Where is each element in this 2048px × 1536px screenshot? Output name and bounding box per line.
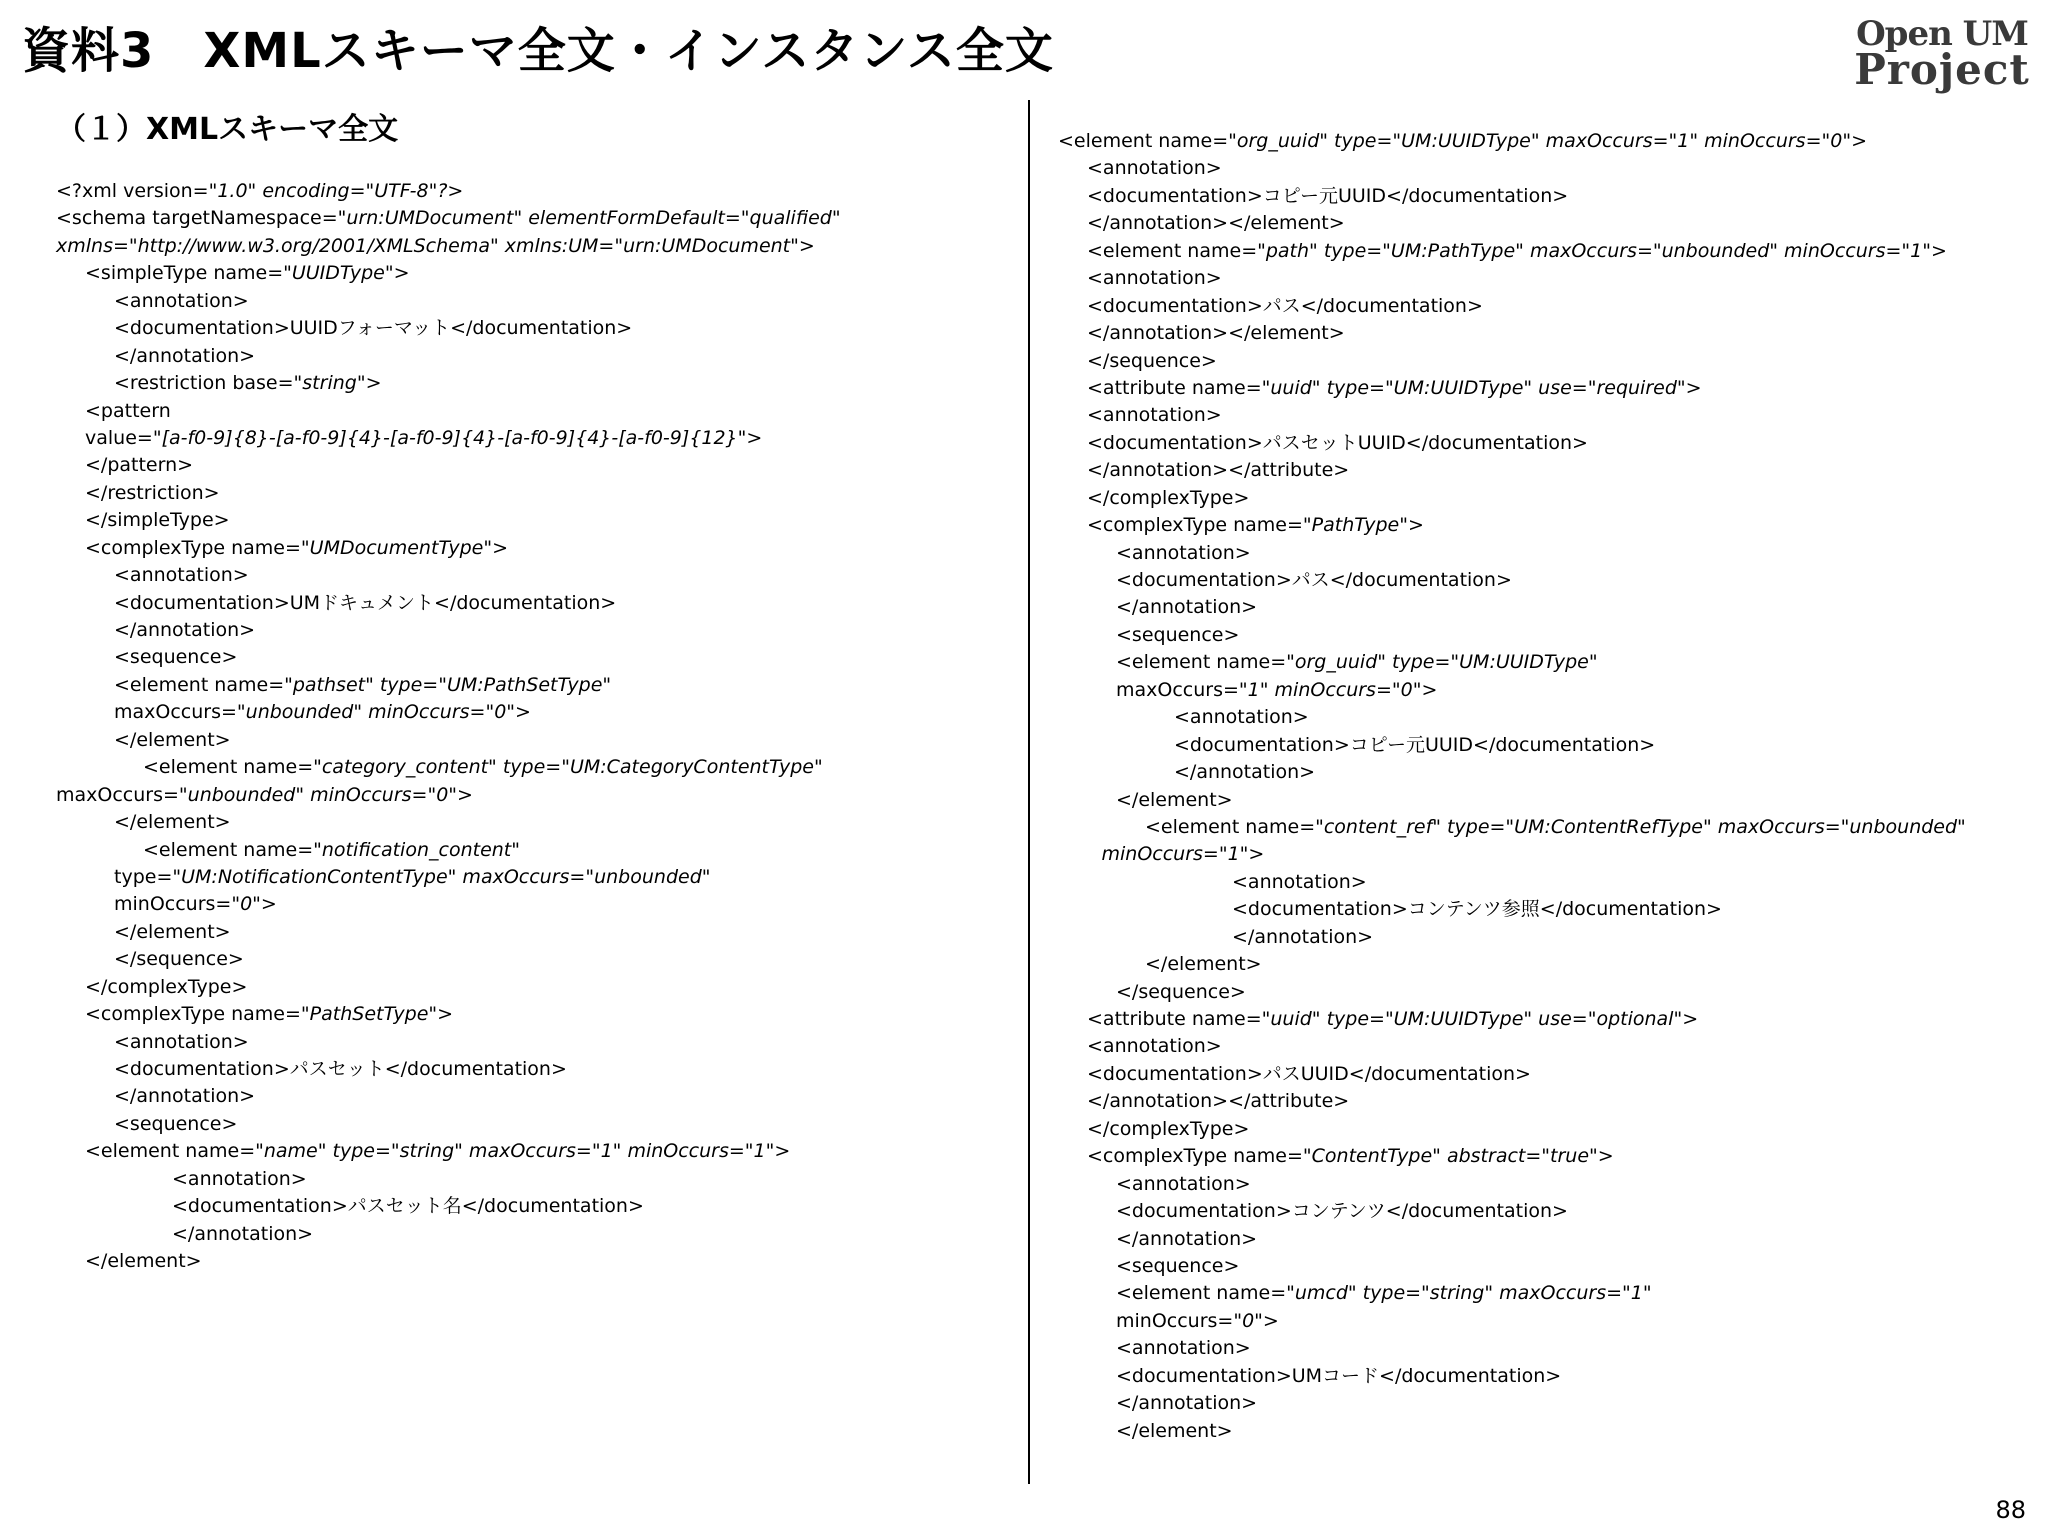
attribute-value-text: "urn:UMDocument" elementFormDefault="qualified" (337, 207, 841, 230)
attribute-value-text: "ContentType" abstract="true"> (1302, 1145, 1614, 1168)
code-line (56, 315, 1006, 342)
code-line (56, 1083, 1006, 1110)
code-line (56, 507, 1006, 534)
markup-text: <documentation>パス</documentation> (1087, 294, 1483, 317)
markup-text: </annotation> (1174, 761, 1316, 784)
markup-text: </annotation> (114, 344, 256, 367)
markup-text: <restriction base= (114, 372, 294, 395)
markup-text: <sequence> (114, 1112, 238, 1135)
page-title: 資料3 XMLスキーマ全文・インスタンス全文 (22, 23, 1054, 79)
markup-text: <documentation>パスセットUUID</documentation> (1087, 431, 1588, 454)
markup-text: </annotation></attribute> (1087, 1090, 1350, 1113)
markup-text: <complexType name= (85, 536, 301, 559)
code-line (56, 1221, 1006, 1248)
attribute-value-text: "content_ref" type="UM:ContentRefType" maxOccurs="unbounded" (1315, 815, 1966, 838)
code-line (56, 919, 1006, 946)
code-line (1058, 1363, 2033, 1390)
markup-text: <documentation>コンテンツ</documentation> (1116, 1200, 1568, 1223)
attribute-value-text: "PathSetType"> (300, 1003, 454, 1026)
code-line (1058, 1006, 2033, 1033)
open-um-project-logo (1852, 14, 2032, 95)
markup-text: <annotation> (1116, 1172, 1251, 1195)
markup-text: <annotation> (172, 1167, 307, 1190)
attribute-value-text: "uuid" type="UM:UUIDType" use="optional"> (1261, 1008, 1699, 1030)
code-line (56, 205, 1006, 232)
code-line (56, 946, 1006, 973)
markup-text: minOccurs= (1116, 1309, 1234, 1332)
code-line (56, 178, 1006, 205)
code-line (56, 260, 1006, 287)
logo-line-2: Project (1854, 45, 2030, 95)
code-line (56, 809, 1006, 836)
code-line (1058, 375, 2033, 402)
markup-text: </annotation> (172, 1222, 314, 1245)
attribute-value-text: "notification_content" (313, 838, 520, 861)
code-line (1058, 293, 2033, 320)
markup-text: </complexType> (1087, 486, 1250, 509)
code-line (56, 891, 1006, 918)
code-line (1058, 512, 2033, 539)
markup-text: <documentation>コピー元UUID</documentation> (1087, 184, 1569, 207)
markup-text: </element> (1116, 1419, 1233, 1442)
code-line (1058, 1280, 2033, 1307)
attribute-value-text: "0"> (1233, 1309, 1279, 1332)
page-number: 88 (1995, 1496, 2026, 1524)
code-line (1058, 1088, 2033, 1115)
code-line (56, 727, 1006, 754)
markup-text: maxOccurs= (114, 701, 237, 724)
code-line (56, 288, 1006, 315)
code-line (56, 864, 1006, 891)
schema-code-right-column (1058, 128, 2033, 1445)
markup-text: </annotation> (1116, 1392, 1258, 1415)
code-line (1058, 402, 2033, 429)
markup-text: maxOccurs= (56, 783, 179, 806)
markup-text: </element> (114, 920, 231, 943)
markup-text: </complexType> (1087, 1117, 1250, 1140)
markup-text: </sequence> (1116, 980, 1246, 1003)
markup-text: </annotation></element> (1087, 212, 1345, 235)
attribute-value-text: "pathset" type="UM:PathSetType" (284, 673, 612, 696)
code-line (1058, 649, 2033, 676)
markup-text: <documentation>コピー元UUID</documentation> (1174, 733, 1656, 756)
code-line (56, 343, 1006, 370)
markup-text: <annotation> (114, 289, 249, 312)
markup-text: <sequence> (1116, 623, 1240, 646)
markup-text: </sequence> (1087, 349, 1217, 372)
code-line (56, 535, 1006, 562)
code-line (1058, 1308, 2033, 1335)
markup-text: </simpleType> (85, 509, 230, 532)
markup-text: <element name= (143, 838, 314, 861)
code-line (56, 1029, 1006, 1056)
markup-text: <sequence> (114, 646, 238, 669)
markup-text: <complexType name= (85, 1003, 301, 1026)
markup-text: <element name= (1145, 815, 1316, 838)
column-divider (1028, 100, 1030, 1484)
code-line (1058, 896, 2033, 923)
code-line (56, 562, 1006, 589)
code-line (56, 1138, 1006, 1165)
code-line (1058, 320, 2033, 347)
markup-text: <annotation> (1174, 706, 1309, 729)
markup-text: <documentation>コンテンツ参照</documentation> (1232, 898, 1722, 921)
attribute-value-text: xmlns="http://www.w3.org/2001/XMLSchema" xmlns:UM="urn:UMDocument"> (56, 234, 815, 257)
code-line (1058, 430, 2033, 457)
markup-text: <documentation>パスセット</documentation> (114, 1058, 567, 1080)
code-line (56, 1111, 1006, 1138)
code-line (56, 1056, 1006, 1083)
code-line (1058, 128, 2033, 155)
code-line (1058, 540, 2033, 567)
code-line (1058, 1061, 2033, 1088)
code-line (1058, 869, 2033, 896)
code-line (56, 974, 1006, 1001)
markup-text: </annotation> (1116, 1227, 1258, 1250)
code-line (1058, 457, 2033, 484)
markup-text: <annotation> (114, 1030, 249, 1053)
attribute-value-text: "org_uuid" type="UM:UUIDType" (1286, 651, 1598, 674)
code-line (56, 644, 1006, 671)
code-line (1058, 924, 2033, 951)
markup-text: <?xml version= (56, 180, 209, 202)
markup-text: <documentation>パス</documentation> (1116, 569, 1512, 591)
markup-text: </restriction> (85, 481, 220, 504)
markup-text: <annotation> (1087, 157, 1222, 180)
attribute-value-text: "1" minOccurs="0"> (1238, 678, 1438, 701)
schema-code-left-column (56, 178, 1006, 1276)
markup-text: </element> (114, 728, 231, 751)
attribute-value-text: "unbounded" minOccurs="0"> (236, 701, 531, 724)
attribute-value-text: "UM:NotificationContentType" maxOccurs="unbounded" (172, 865, 711, 888)
code-line (56, 1248, 1006, 1275)
attribute-value-text: "UMDocumentType"> (300, 536, 509, 559)
markup-text: </element> (1116, 788, 1233, 811)
markup-text: </annotation> (114, 1085, 256, 1108)
markup-text: <documentation>パスセット名</documentation> (172, 1195, 644, 1218)
markup-text: <element name= (1116, 1282, 1287, 1305)
code-line (1058, 759, 2033, 786)
attribute-value-text: "uuid" type="UM:UUIDType" use="required"> (1261, 376, 1702, 399)
code-line (56, 1193, 1006, 1220)
code-line (1058, 1116, 2033, 1143)
markup-text: <annotation> (1087, 404, 1222, 427)
markup-text: </pattern> (85, 454, 194, 477)
markup-text: </complexType> (85, 975, 248, 998)
markup-text: </element> (1145, 953, 1262, 976)
code-line (1058, 841, 2033, 868)
code-line (56, 398, 1006, 425)
code-line (1058, 594, 2033, 621)
code-line (56, 617, 1006, 644)
code-line (1058, 265, 2033, 292)
code-line (56, 837, 1006, 864)
markup-text: </annotation> (1232, 925, 1374, 948)
code-line (1058, 1143, 2033, 1170)
code-line (1058, 704, 2033, 731)
markup-text: <schema targetNamespace= (56, 207, 338, 230)
code-line (1058, 1198, 2033, 1225)
attribute-value-text: "string"> (293, 372, 382, 395)
code-line (1058, 1171, 2033, 1198)
code-line (1058, 348, 2033, 375)
markup-text: <annotation> (1116, 1337, 1251, 1360)
code-line (56, 590, 1006, 617)
code-line (1058, 677, 2033, 704)
markup-text: minOccurs= (114, 893, 232, 916)
attribute-value-text: minOccurs="1"> (1101, 843, 1265, 866)
markup-text: <attribute name= (1087, 376, 1262, 399)
markup-text: maxOccurs= (1116, 678, 1239, 701)
code-line (1058, 1418, 2033, 1445)
markup-text: <simpleType name= (85, 262, 284, 285)
code-line (56, 699, 1006, 726)
markup-text: <documentation>パスUUID</documentation> (1087, 1062, 1531, 1085)
markup-text: <documentation>UUIDフォーマット</documentation> (114, 317, 633, 340)
attribute-value-text: "0"> (231, 893, 277, 916)
code-line (1058, 1390, 2033, 1417)
markup-text: </annotation> (1116, 596, 1258, 619)
code-line (56, 1166, 1006, 1193)
code-line (56, 233, 1006, 260)
code-line (56, 1001, 1006, 1028)
code-line (1058, 155, 2033, 182)
markup-text: <documentation>UMドキュメント</documentation> (114, 591, 617, 614)
attribute-value-text: "1.0" encoding="UTF-8"?> (208, 180, 464, 202)
code-line (1058, 210, 2033, 237)
code-line (1058, 1226, 2033, 1253)
markup-text: <element name= (1058, 130, 1229, 152)
markup-text: <element name= (1087, 239, 1258, 262)
markup-text: <annotation> (1087, 1035, 1222, 1058)
markup-text: <sequence> (1116, 1254, 1240, 1277)
code-line (1058, 732, 2033, 759)
markup-text: <element name= (143, 756, 314, 779)
code-line (1058, 1253, 2033, 1280)
code-line (56, 370, 1006, 397)
code-line (1058, 238, 2033, 265)
logo-line-1: Open UM (1856, 14, 2028, 54)
markup-text: </sequence> (114, 948, 244, 971)
markup-text: <documentation>UMコード</documentation> (1116, 1364, 1562, 1387)
markup-text: </annotation></element> (1087, 322, 1345, 345)
code-line (1058, 951, 2033, 978)
markup-text: value= (85, 426, 153, 449)
markup-text: <annotation> (1087, 267, 1222, 290)
markup-text: </annotation> (114, 619, 256, 641)
markup-text: <annotation> (1116, 541, 1251, 564)
markup-text: type= (114, 865, 173, 888)
code-line (56, 672, 1006, 699)
markup-text: <element name= (1116, 651, 1287, 674)
attribute-value-text: "path" type="UM:PathType" maxOccurs="unbounded" minOccurs="1"> (1257, 239, 1947, 262)
code-line (56, 782, 1006, 809)
code-line (1058, 1335, 2033, 1362)
attribute-value-text: "umcd" type="string" maxOccurs="1" (1286, 1282, 1652, 1305)
markup-text: <annotation> (1232, 870, 1367, 893)
code-line (1058, 1033, 2033, 1060)
attribute-value-text: "PathType"> (1302, 514, 1424, 537)
code-line (1058, 567, 2033, 594)
markup-text: <complexType name= (1087, 1145, 1303, 1168)
markup-text: </element> (114, 811, 231, 834)
markup-text: <element name= (114, 673, 285, 696)
code-line (1058, 979, 2033, 1006)
attribute-value-text: "[a-f0-9]{8}-[a-f0-9]{4}-[a-f0-9]{4}-[a-f0-9]{4}-[a-f0-9]{12}"> (152, 426, 763, 449)
attribute-value-text: "org_uuid" type="UM:UUIDType" maxOccurs="1" minOccurs="0"> (1228, 130, 1867, 152)
code-line (1058, 183, 2033, 210)
markup-text: <pattern (85, 399, 171, 422)
code-line (1058, 787, 2033, 814)
code-line (56, 452, 1006, 479)
code-line (56, 754, 1006, 781)
markup-text: <element name= (85, 1140, 256, 1163)
code-line (1058, 814, 2033, 841)
markup-text: <complexType name= (1087, 514, 1303, 537)
code-line (1058, 485, 2033, 512)
code-line (56, 425, 1006, 452)
markup-text: <attribute name= (1087, 1008, 1262, 1030)
attribute-value-text: "name" type="string" maxOccurs="1" minOccurs="1"> (255, 1140, 791, 1163)
attribute-value-text: "UUIDType"> (283, 262, 410, 285)
attribute-value-text: "category_content" type="UM:CategoryContentType" (313, 756, 823, 779)
markup-text: </annotation></attribute> (1087, 459, 1350, 482)
code-line (56, 480, 1006, 507)
markup-text: <annotation> (114, 564, 249, 587)
attribute-value-text: "unbounded" minOccurs="0"> (178, 783, 473, 806)
section-heading: （１）XMLスキーマ全文 (56, 112, 399, 147)
markup-text: </element> (85, 1250, 202, 1273)
code-line (1058, 622, 2033, 649)
